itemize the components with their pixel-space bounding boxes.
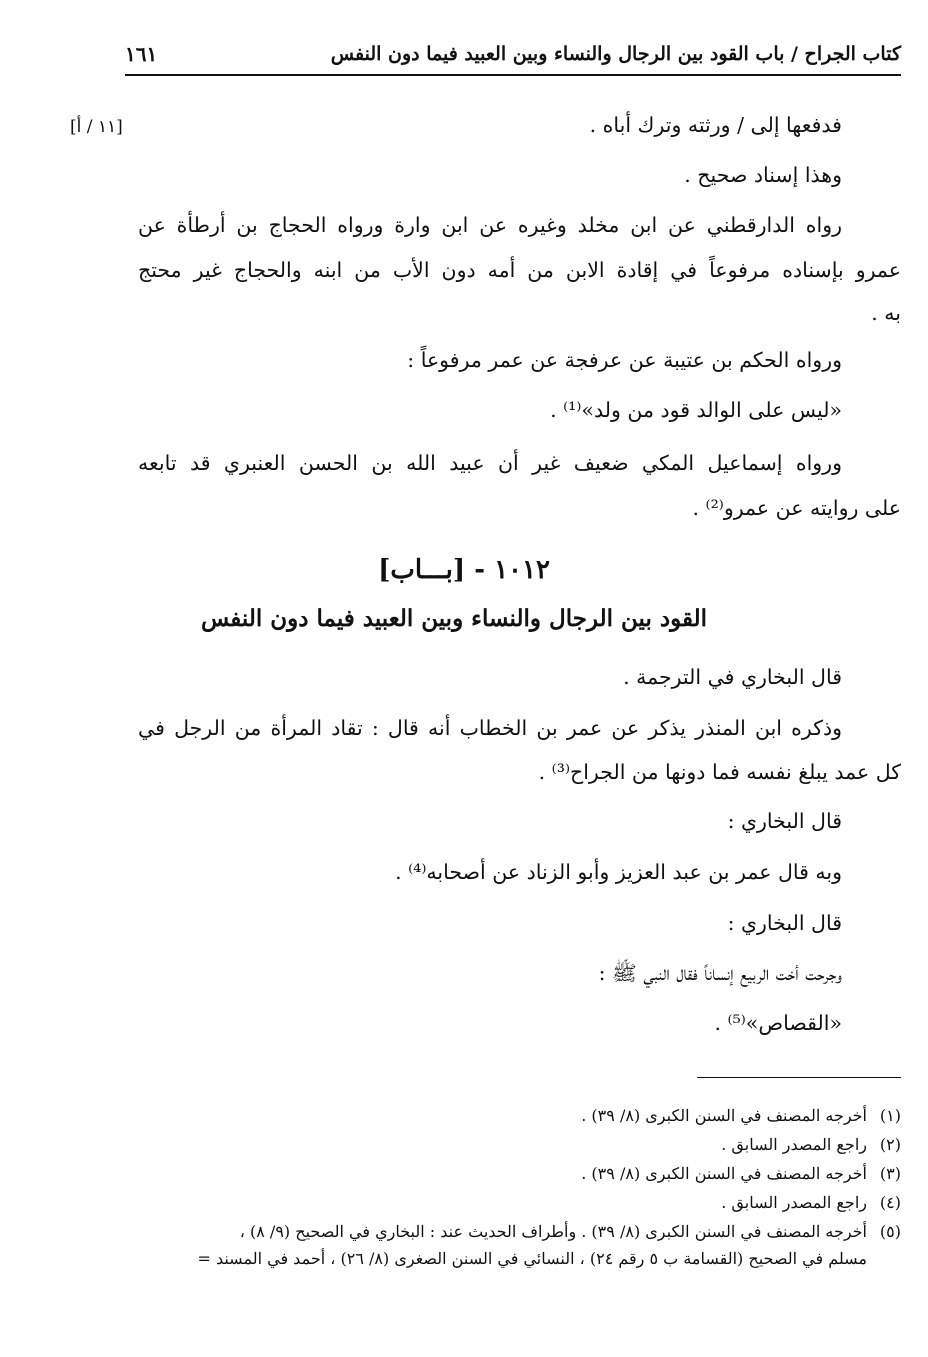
paragraph: فدفعها إلى / ورثته وترك أباه .: [589, 113, 842, 137]
manuscript-folio-note: [١١ / أ]: [70, 117, 123, 137]
paragraph-line: رواه الدارقطني عن ابن مخلد وغيره عن ابن وارة ورواه الحجاج بن أرطأة عن: [138, 213, 842, 237]
footnote-text: أخرجه المصنف في السنن الكبرى (٨/ ٣٩) .: [581, 1164, 867, 1183]
footnote: [581, 1162, 901, 1186]
paragraph: وجرحت أخت الربيع إنساناً فقال النبي ﷺ :: [598, 961, 842, 985]
footnote-number: (٢): [879, 1135, 901, 1154]
paragraph-line: وذكره ابن المنذر يذكر عن عمر بن الخطاب أنه قال : تقاد المرأة من الرجل في: [138, 716, 842, 740]
footnote-number: (٥): [879, 1222, 901, 1241]
footnote: [721, 1133, 901, 1157]
footnote: [721, 1191, 901, 1215]
footnote-text: راجع المصدر السابق .: [721, 1135, 867, 1154]
footnote-number: (٣): [879, 1164, 901, 1183]
footnote-number: (١): [879, 1106, 901, 1125]
footnote: [581, 1104, 901, 1128]
hadith-quote: «ليس على الوالد قود من ولد»⁽¹⁾ .: [550, 398, 842, 422]
page-number: ١٦١: [125, 42, 158, 66]
paragraph: وهذا إسناد صحيح .: [684, 163, 842, 187]
footnote-text: راجع المصدر السابق .: [721, 1193, 867, 1212]
paragraph: وبه قال عمر بن عبد العزيز وأبو الزناد عن أصحابه⁽⁴⁾ .: [395, 860, 842, 884]
chapter-title: القود بين الرجال والنساء وبين العبيد فيما دون النفس: [200, 605, 708, 632]
running-header: [125, 34, 901, 76]
paragraph-line: كل عمد يبلغ نفسه فما دونها من الجراح⁽³⁾ .: [538, 760, 901, 784]
paragraph: ورواه الحكم بن عتيبة عن عرفجة عن عمر مرفوعاً :: [407, 348, 842, 372]
footnote-text: أخرجه المصنف في السنن الكبرى (٨/ ٣٩) . وأطراف الحديث عند : البخاري في الصحيح (٩/ ٨) ،: [239, 1222, 867, 1241]
paragraph-line: ورواه إسماعيل المكي ضعيف غير أن عبيد الله بن الحسن العنبري قد تابعه: [138, 451, 842, 475]
paragraph: قال البخاري في الترجمة .: [623, 665, 842, 689]
paragraph: قال البخاري :: [727, 809, 842, 833]
paragraph-line: عمرو بإسناده مرفوعاً في إقادة الابن من أمه دون الأب من ابنه والحجاج غير محتج: [138, 258, 901, 282]
paragraph-line: به .: [871, 301, 901, 325]
paragraph: قال البخاري :: [727, 911, 842, 935]
hadith-quote: «القصاص»⁽⁵⁾ .: [714, 1011, 842, 1035]
footnote: [240, 1220, 901, 1244]
footnote-text: أخرجه المصنف في السنن الكبرى (٨/ ٣٩) .: [581, 1106, 867, 1125]
footnote-number: (٤): [879, 1193, 901, 1212]
paragraph-line: على روايته عن عمرو⁽²⁾ .: [692, 496, 901, 520]
footnote-separator: [697, 1077, 901, 1078]
header-title: كتاب الجراح / باب القود بين الرجال والنساء وبين العبيد فيما دون النفس: [330, 43, 901, 65]
chapter-number: ١٠١٢ - [بـــاب]: [378, 555, 550, 585]
footnote-continuation: مسلم في الصحيح (القسامة ب ٥ رقم ٢٤) ، النسائي في السنن الصغرى (٨/ ٢٦) ، أحمد في المسند =: [197, 1249, 867, 1268]
